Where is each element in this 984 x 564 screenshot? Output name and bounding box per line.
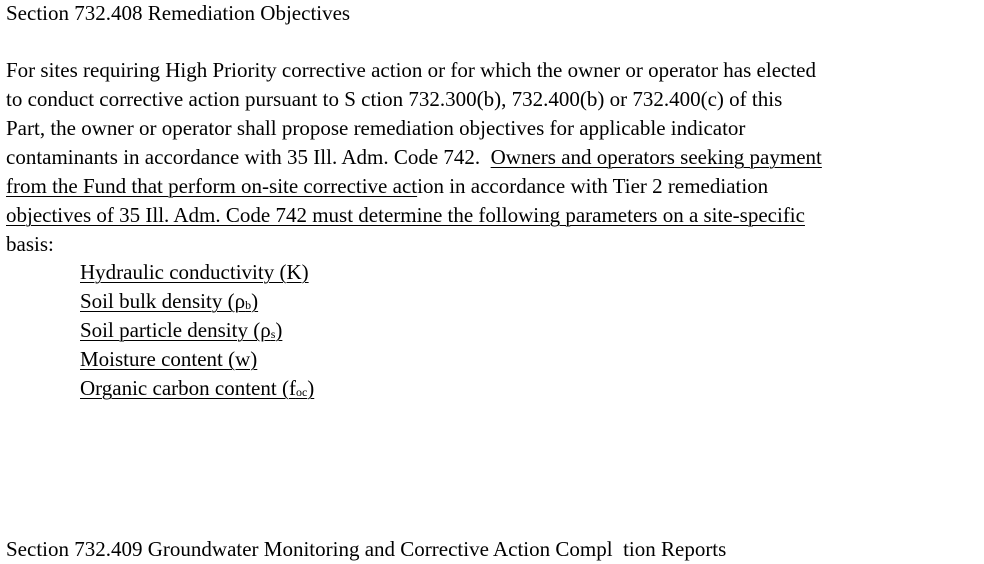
section-732-408-heading: Section 732.408 Remediation Objectives	[6, 1, 351, 25]
parameter-label: Soil bulk density (ρ	[80, 289, 246, 313]
paragraph-line-4-plain: contaminants in accordance with 35 Ill. Adm. Code 742.	[6, 145, 491, 169]
parameter-subscript: oc	[295, 385, 308, 399]
paragraph-line-6	[6, 201, 981, 230]
paragraph-line-4	[6, 143, 981, 172]
parameter-close: )	[307, 376, 315, 400]
paragraph-line-5-plain: ion in accordance with Tier 2 remediation	[417, 174, 769, 198]
parameter-soil-particle-density	[80, 316, 314, 345]
paragraph-line-2: to conduct corrective action pursuant to S ction 732.300(b), 732.400(b) or 732.400(c) of this	[6, 87, 783, 111]
paragraph-line-7: basis:	[6, 232, 54, 256]
parameter-close: )	[251, 289, 259, 313]
parameter-organic-carbon-content	[80, 374, 314, 403]
parameter-label: Hydraulic conductivity (K)	[80, 260, 309, 284]
parameter-moisture-content	[80, 345, 314, 374]
parameter-close: )	[275, 318, 283, 342]
parameter-soil-bulk-density	[80, 287, 314, 316]
paragraph-line-4-underlined: Owners and operators seeking payment	[490, 145, 822, 169]
site-specific-parameters-list	[80, 258, 314, 403]
paragraph-line-6-underlined: objectives of 35 Ill. Adm. Code 742 must determine the following parameters on a site-specific	[6, 203, 805, 227]
paragraph-line-3: Part, the owner or operator shall propose remediation objectives for applicable indicator	[6, 116, 746, 140]
parameter-hydraulic-conductivity	[80, 258, 314, 287]
paragraph-line-5-underlined: from the Fund that perform on-site corrective act	[6, 174, 418, 198]
parameter-label: Organic carbon content (f	[80, 376, 296, 400]
parameter-label: Soil particle density (ρ	[80, 318, 271, 342]
paragraph-line-1: For sites requiring High Priority corrective action or for which the owner or operator has elected	[6, 58, 816, 82]
section-732-409-heading: Section 732.409 Groundwater Monitoring and Corrective Action Compl tion Reports	[6, 537, 727, 561]
paragraph-line-5	[6, 172, 981, 201]
parameter-subscript: s	[270, 327, 276, 341]
parameter-subscript: b	[245, 298, 252, 312]
remediation-paragraph	[6, 56, 981, 259]
parameter-label: Moisture content (w)	[80, 347, 258, 371]
